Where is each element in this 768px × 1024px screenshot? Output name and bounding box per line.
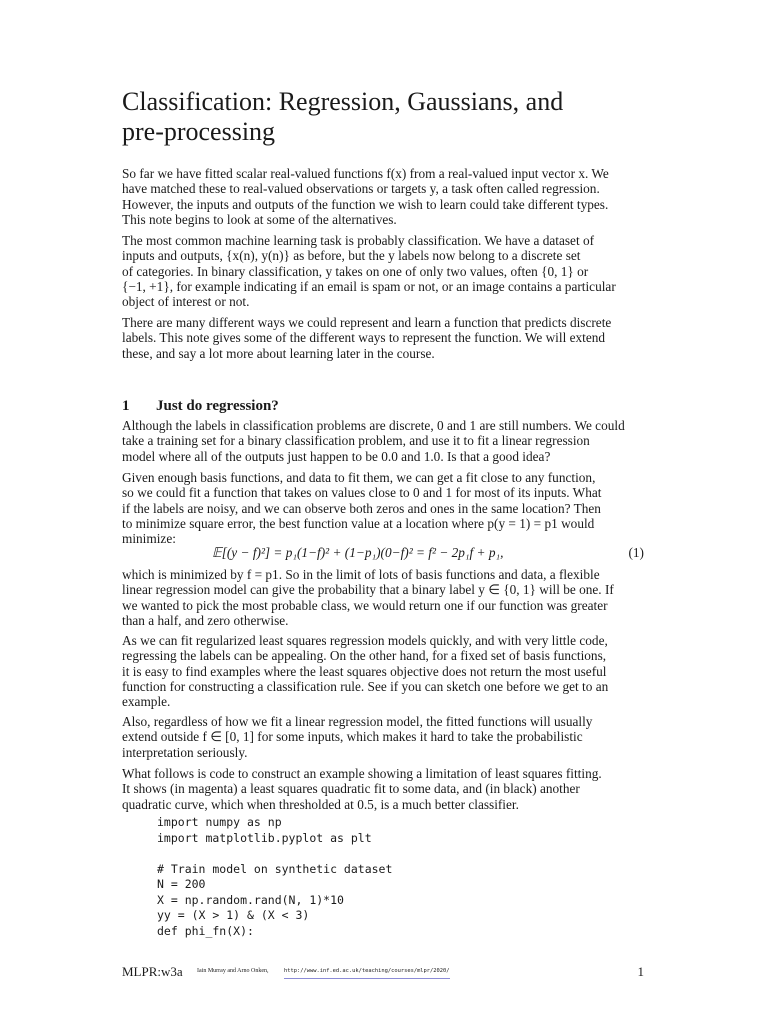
equation-1 [122,545,644,563]
text-line: It shows (in magenta) a least squares quadratic fit to some data, and (in black) another [122,781,580,797]
text-line: As we can fit regularized least squares regression models quickly, and with very little code, [122,633,608,648]
title-line: pre-processing [122,117,276,146]
intro-paragraph-1 [122,166,644,227]
text-line: to minimize square error, the best function value at a location where p(y = 1) = p1 would [122,515,595,531]
text-line: However, the inputs and outputs of the function we wish to learn could take different types. [122,196,609,212]
body-paragraph-1 [122,418,644,464]
text-line: Also, regardless of how we fit a linear regression model, the fitted functions will usually [122,714,593,729]
code-line: X = np.random.rand(N, 1)*10 [157,892,344,907]
page-number: 1 [637,964,644,979]
author-credit: Iain Murray and Arno Onken, [197,968,269,974]
code-line: import matplotlib.pyplot as plt [157,830,372,845]
text-line: function for constructing a classification rule. See if you can sketch one before we get to an [122,678,609,694]
text-line: so we could fit a function that takes on values close to 0 and 1 for most of its inputs. What [122,485,602,501]
body-paragraph-4 [122,633,644,709]
text-line: of categories. In binary classification, y takes on one of only two values, often {0, 1} or [122,263,589,279]
section-heading [122,398,279,415]
body-paragraph-5 [122,714,644,760]
code-line: import numpy as np [157,815,282,829]
text-line: interpretation seriously. [122,744,248,760]
text-line: The most common machine learning task is probably classification. We have a dataset of [122,233,595,248]
text-line: inputs and outputs, {x(n), y(n)} as before, but the y labels now belong to a discrete set [122,248,581,264]
intro-paragraph-2 [122,233,644,309]
equation-number: (1) [628,545,644,560]
body-paragraph-3 [122,567,644,628]
text-line: extend outside f ∈ [0, 1] for some inputs, which makes it hard to take the probabilistic [122,729,583,745]
code-line [157,846,392,862]
course-code: MLPR:w3a [122,964,183,979]
section-title: Just do regression? [156,398,279,414]
text-line: {−1, +1}, for example indicating if an email is spam or not, or an image contains a particular [122,278,616,294]
text-line: There are many different ways we could represent and learn a function that predicts discrete [122,315,612,330]
code-block [157,815,392,939]
code-line: N = 200 [157,877,206,891]
text-line: than a half, and zero otherwise. [122,612,289,628]
text-line: which is minimized by f = p1. So in the limit of lots of basis functions and data, a flexible [122,567,600,582]
text-line: it is easy to find examples where the least squares objective does not return the most useful [122,663,607,679]
code-line: # Train model on synthetic dataset [157,861,393,876]
text-line: Although the labels in classification problems are discrete, 0 and 1 are still numbers. We could [122,418,625,433]
text-line: Given enough basis functions, and data to fit them, we can get a fit close to any function, [122,470,596,485]
text-line: these, and say a lot more about learning later in the course. [122,345,435,361]
page-footer [122,964,644,984]
text-line: linear regression model can give the probability that a binary label y ∈ {0, 1} will be one. If [122,582,614,598]
text-line: So far we have fitted scalar real-valued functions f(x) from a real-valued input vector x. We [122,166,609,181]
title-line: Classification: Regression, Gaussians, and [122,87,564,116]
text-line: example. [122,694,171,710]
text-line: we wanted to pick the most probable class, we would return one if our function was greater [122,597,608,613]
body-paragraph-2 [122,470,644,546]
body-paragraph-6 [122,766,644,812]
text-line: model where all of the outputs just happen to be 0.0 and 1.0. Is that a good idea? [122,448,551,464]
intro-paragraph-3 [122,315,644,361]
text-line: labels. This note gives some of the different ways to represent the function. We will extend [122,330,606,346]
section-number: 1 [122,398,130,414]
equation-body: 𝔼[(y − f)²] = p₁(1−f)² + (1−p₁)(0−f)² = f² − 2p₁f + p₁, [212,545,504,560]
text-line: regressing the labels can be appealing. On the other hand, for a fixed set of basis functions, [122,648,607,664]
text-line: What follows is code to construct an example showing a limitation of least squares fitting. [122,766,602,781]
text-line: This note begins to look at some of the alternatives. [122,211,397,227]
text-line: have matched these to real-valued observations or targets y, a task often called regression. [122,181,600,197]
code-line: yy = (X > 1) & (X < 3) [157,908,310,922]
text-line: minimize: [122,531,176,547]
course-url-link[interactable]: http://www.inf.ed.ac.uk/teaching/courses/mlpr/2020/ [284,968,450,979]
page-title [122,87,644,147]
text-line: quadratic curve, which when thresholded at 0.5, is a much better classifier. [122,796,519,812]
text-line: if the labels are noisy, and we can observe both zeros and ones in the same location? Then [122,500,601,516]
text-line: take a training set for a binary classification problem, and use it to fit a linear regression [122,433,590,449]
code-line: def phi_fn(X): [157,923,254,938]
text-line: object of interest or not. [122,294,250,310]
